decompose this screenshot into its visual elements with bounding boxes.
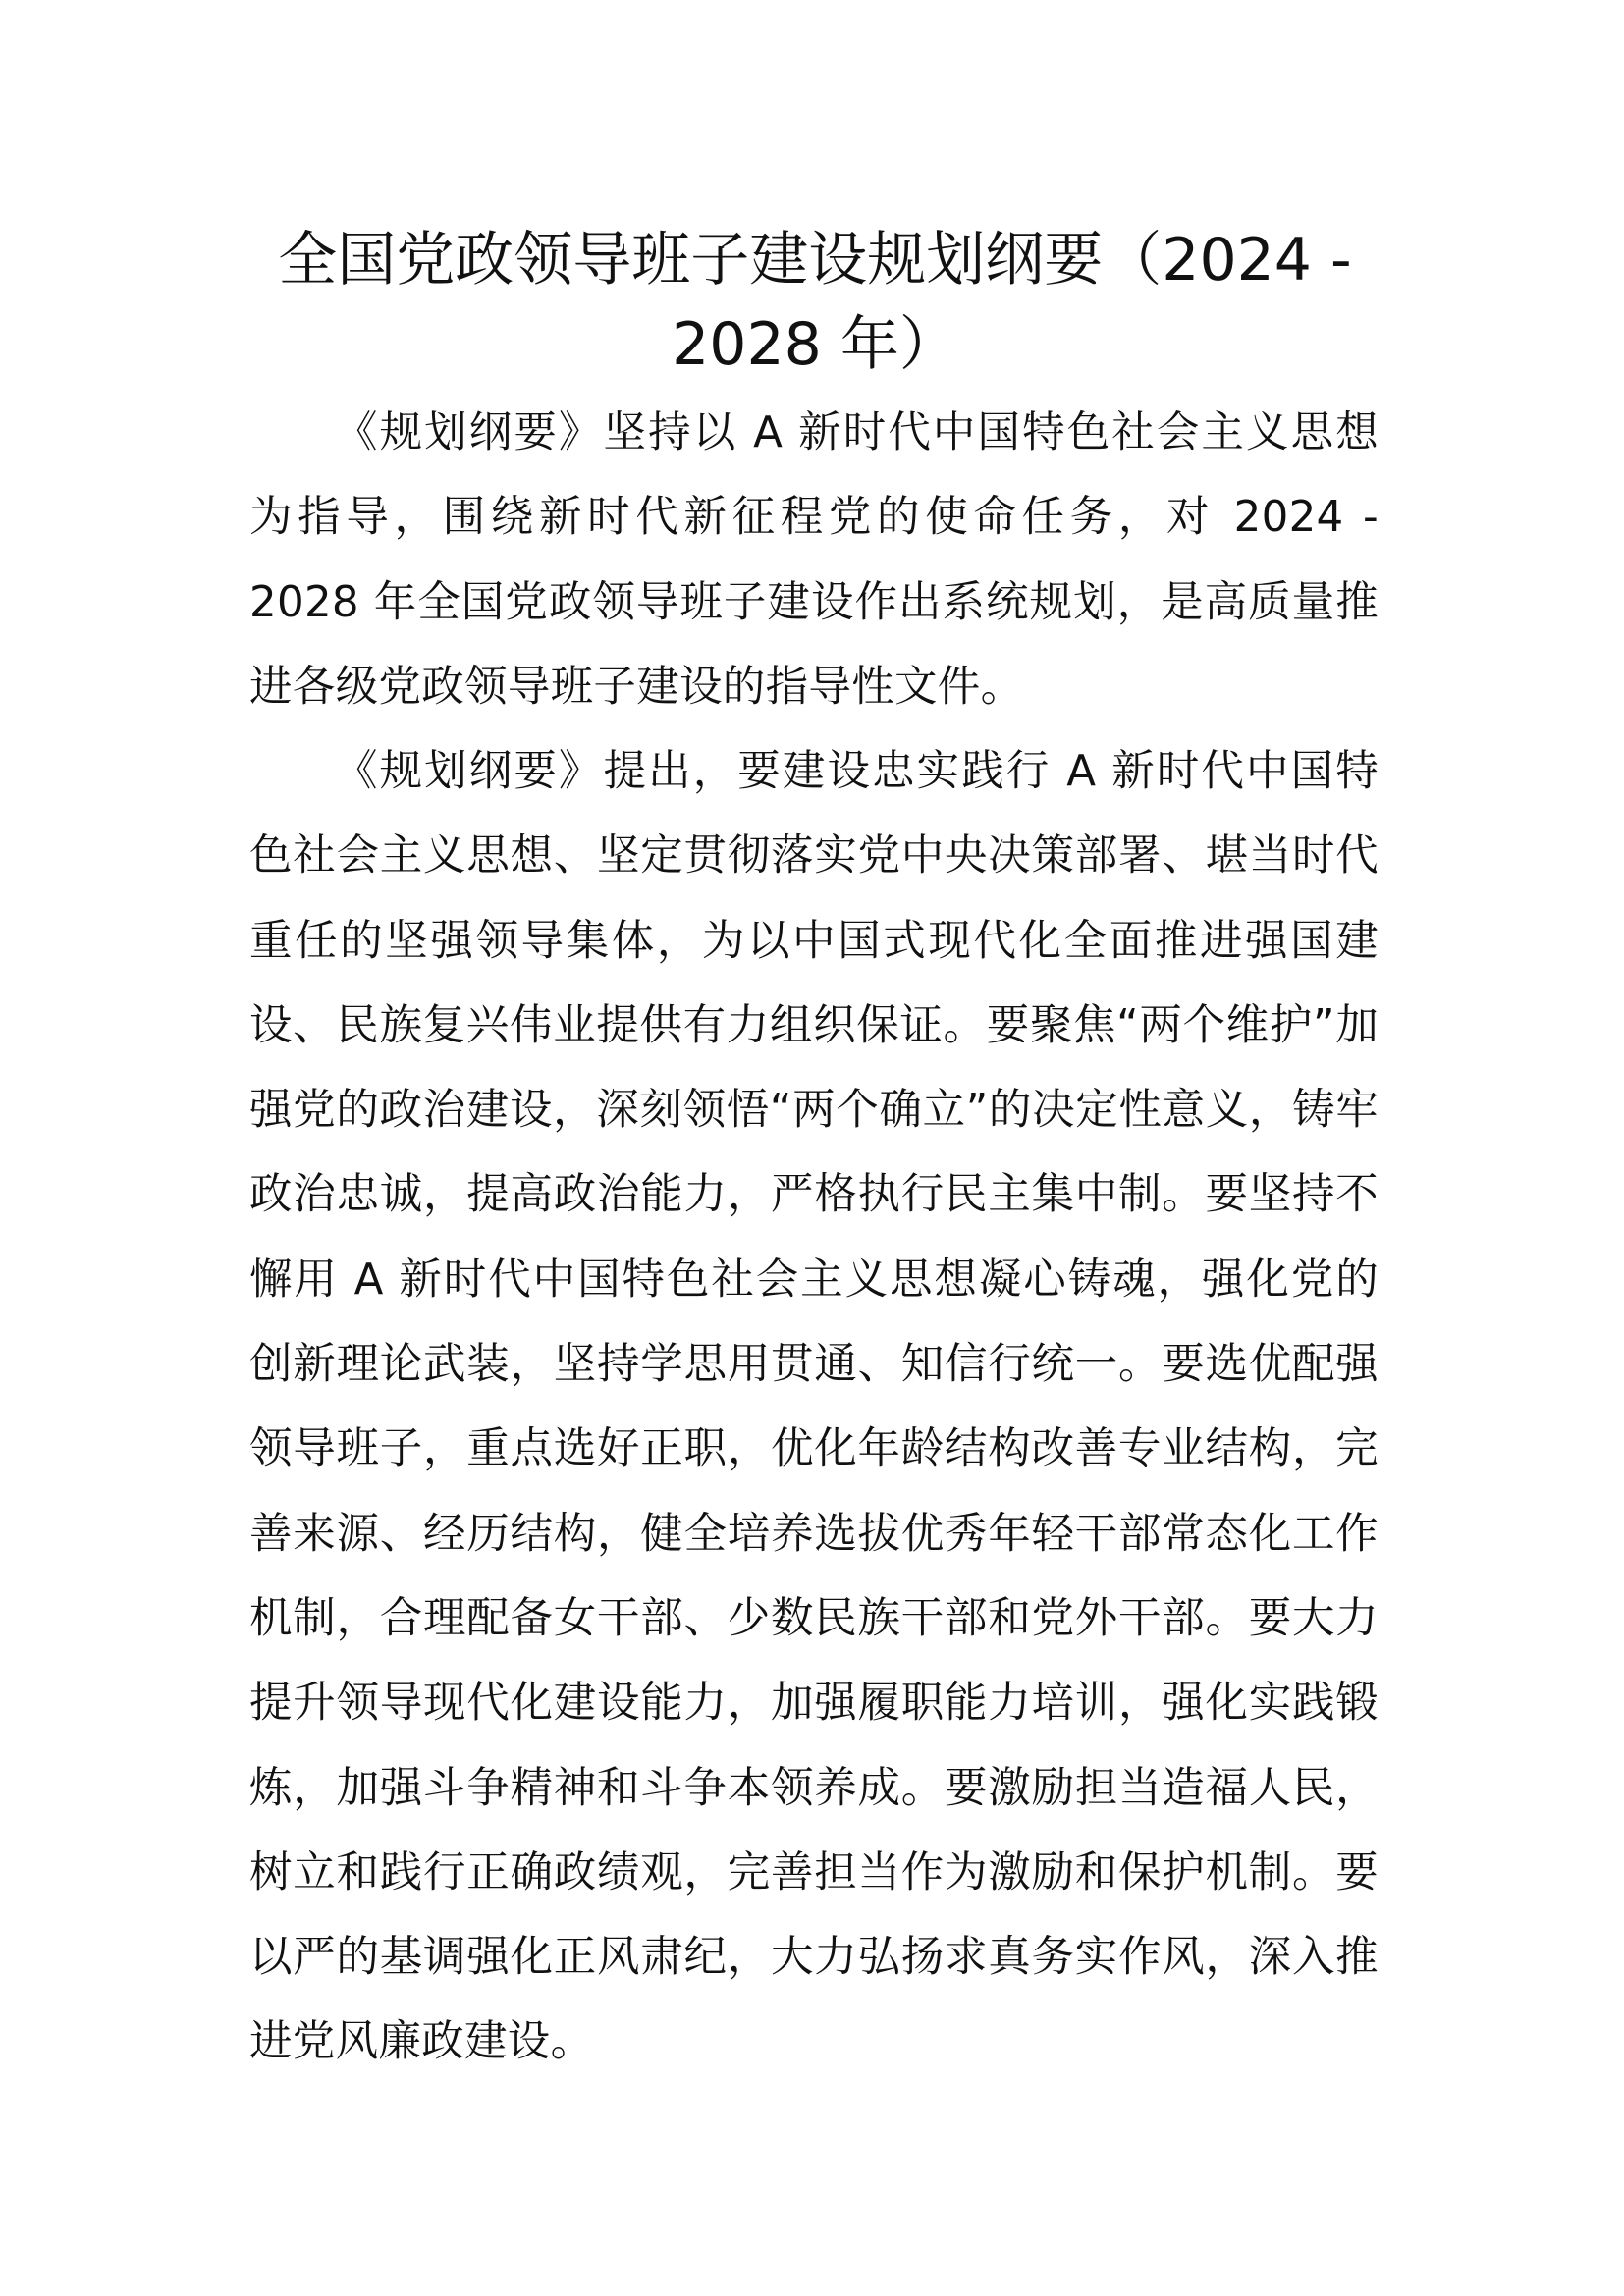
paragraph-1: 《规划纲要》坚持以 A 新时代中国特色社会主义思想为指导，围绕新时代新征程党的使命任务，对 2024 - 2028 年全国党政领导班子建设作出系统规划，是高质量推进各级党政领导班子建设的指导性文件。 (249, 408, 1379, 712)
document-title: 全国党政领导班子建设规划纲要（2024 - 2028 年） (278, 226, 1352, 379)
paragraph-2: 《规划纲要》提出，要建设忠实践行 A 新时代中国特色社会主义思想、坚定贯彻落实党中央决策部署、堪当时代重任的坚强领导集体，为以中国式现代化全面推进强国建设、民族复兴伟业提供有力组织保证。要聚焦“两个维护”加强党的政治建设，深刻领悟“两个确立”的决定性意义，铸牢政治忠诚，提高政治能力，严格执行民主集中制。要坚持不懈用 A 新时代中国特色社会主义思想凝心铸魂，强化党的创新理论武装，坚持学思用贯通、知信行统一。要选优配强领导班子，重点选好正职，优化年龄结构改善专业结构，完善来源、经历结构，健全培养选拔优秀年轻干部常态化工作机制，合理配备女干部、少数民族干部和党外干部。要大力提升领导现代化建设能力，加强履职能力培训，强化实践锻炼，加强斗争精神和斗争本领养成。要激励担当造福人民，树立和践行正确政绩观，完善担当作为激励和保护机制。要以严的基调强化正风肃纪，大力弘扬求真务实作风，深入推进党风廉政建设。 (249, 747, 1379, 2067)
